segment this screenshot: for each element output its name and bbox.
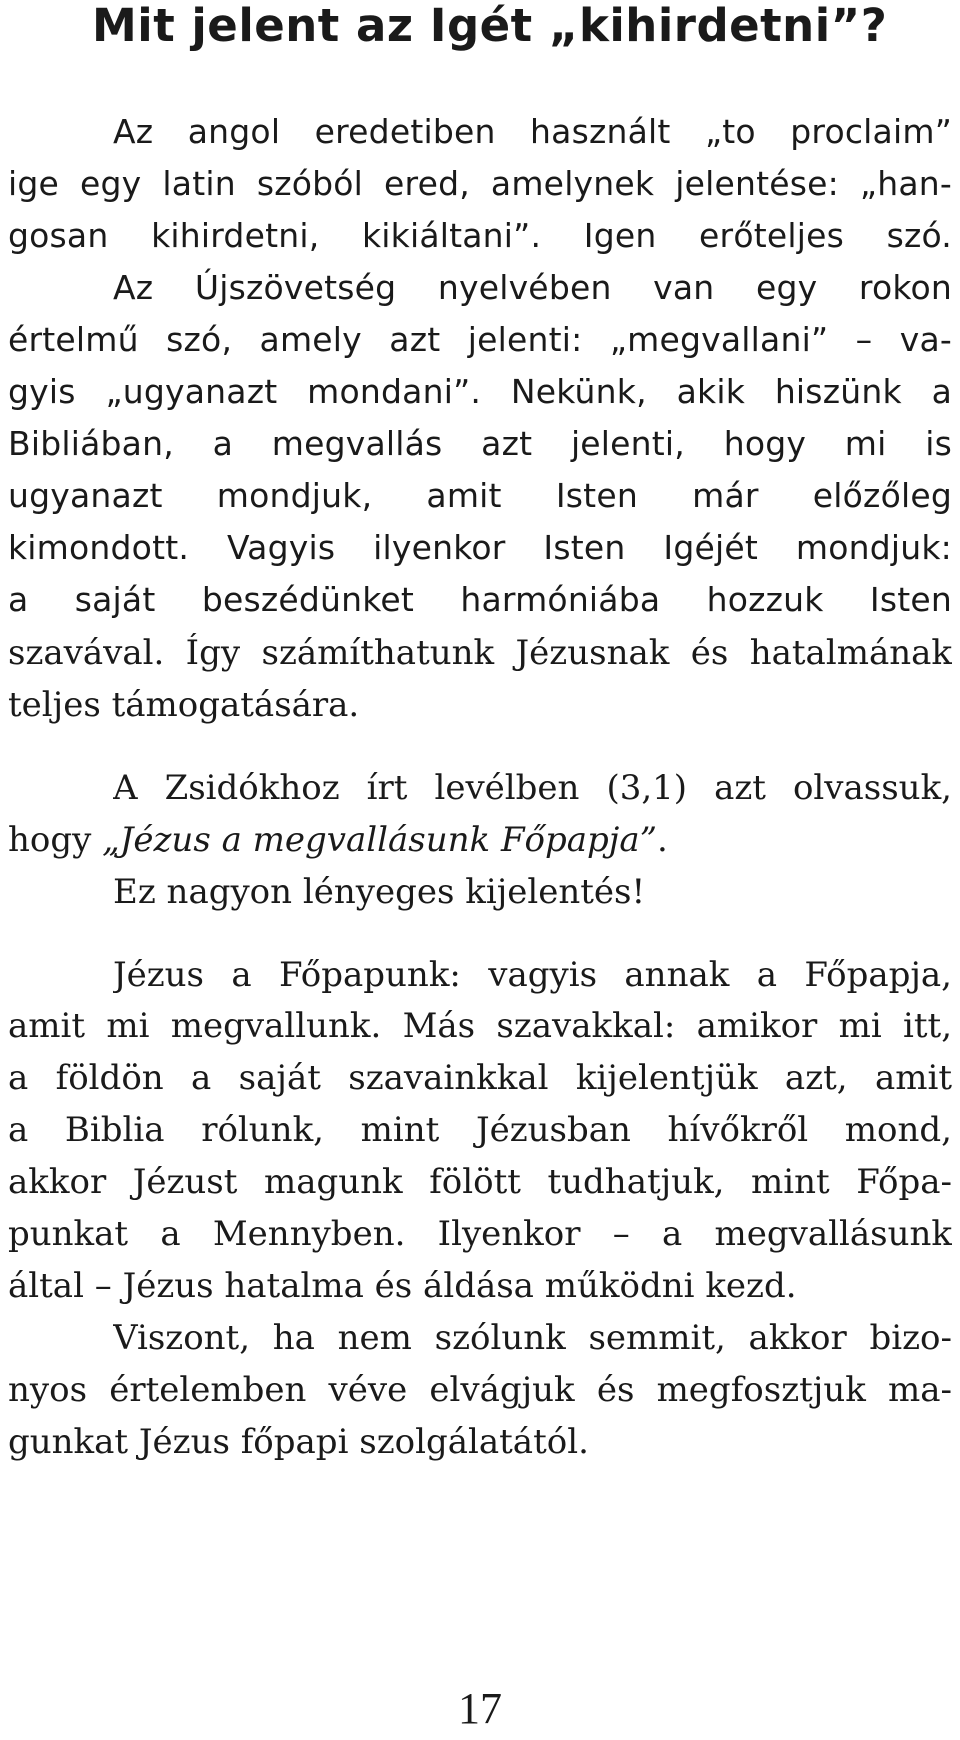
- text-line: Viszont, ha nem szólunk semmit, akkor bizo-: [113, 1318, 952, 1358]
- text-line: ugyanazt mondjuk, amit Isten már előzőleg: [8, 476, 952, 515]
- text-line: amit mi megvallunk. Más szavakkal: amikor mi itt,: [8, 1006, 952, 1046]
- text-line: a földön a saját szavainkkal kijelentjük azt, amit: [8, 1058, 952, 1098]
- text-line: a saját beszédünket harmóniába hozzuk Isten: [8, 580, 952, 619]
- text-line: teljes támogatására.: [8, 685, 360, 725]
- text-fragment: hogy: [8, 820, 103, 860]
- text-line: Az Újszövetség nyelvében van egy rokon: [113, 268, 952, 307]
- text-line: értelmű szó, amely azt jelenti: „megvallani” – va-: [8, 320, 952, 359]
- text-line: Az angol eredetiben használt „to proclaim”: [113, 112, 952, 151]
- scripture-quote: „Jézus a megvallásunk Főpapja”: [102, 820, 657, 860]
- text-line: által – Jézus hatalma és áldása működni kezd.: [8, 1266, 797, 1306]
- text-line: nyos értelemben véve elvágjuk és megfosztjuk ma-: [8, 1370, 952, 1410]
- text-line: szavával. Így számíthatunk Jézusnak és hatalmának: [8, 633, 952, 673]
- page-title: Mit jelent az Igét „kihirdetni”?: [92, 0, 888, 52]
- text-line: kimondott. Vagyis ilyenkor Isten Igéjét mondjuk:: [8, 528, 952, 567]
- text-line: gunkat Jézus főpapi szolgálatától.: [8, 1422, 589, 1462]
- text-line: Bibliában, a megvallás azt jelenti, hogy mi is: [8, 424, 952, 463]
- text-line: Ez nagyon lényeges kijelentés!: [113, 872, 646, 912]
- text-line: Jézus a Főpapunk: vagyis annak a Főpapja,: [113, 955, 952, 995]
- text-line: A Zsidókhoz írt levélben (3,1) azt olvassuk,: [113, 768, 952, 808]
- text-line: [8, 820, 952, 862]
- text-fragment: .: [657, 820, 668, 860]
- page-number: 17: [458, 1684, 502, 1733]
- text-line: akkor Jézust magunk fölött tudhatjuk, mint Főpa-: [8, 1162, 952, 1202]
- text-line: punkat a Mennyben. Ilyenkor – a megvallásunk: [8, 1214, 952, 1254]
- text-line: a Biblia rólunk, mint Jézusban hívőkről mond,: [8, 1110, 952, 1150]
- text-line: gyis „ugyanazt mondani”. Nekünk, akik hiszünk a: [8, 372, 952, 411]
- text-line: gosan kihirdetni, kikiáltani”. Igen erőteljes szó.: [8, 216, 952, 255]
- text-line: ige egy latin szóból ered, amelynek jelentése: „han-: [8, 164, 952, 203]
